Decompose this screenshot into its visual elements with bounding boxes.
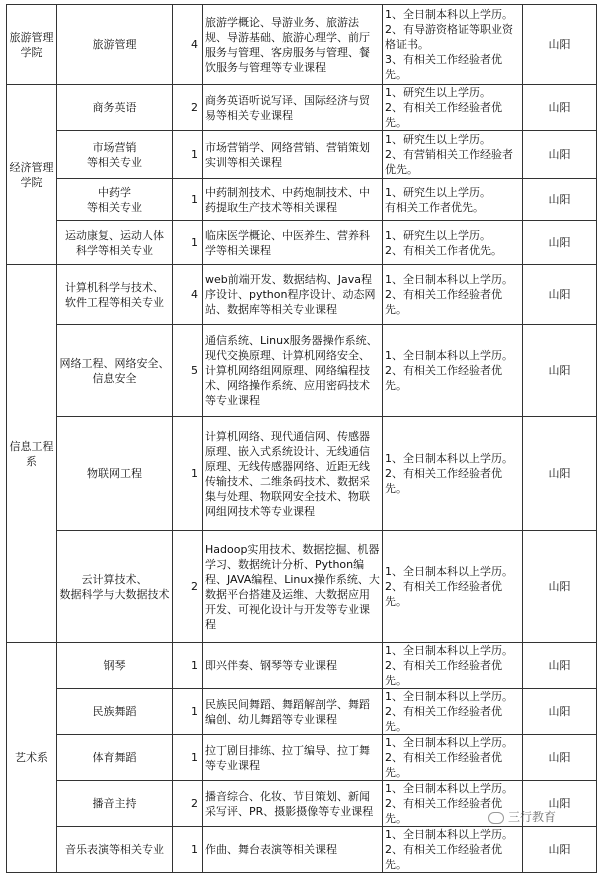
count-cell: 1	[173, 643, 203, 689]
college-cell: 艺术系	[7, 643, 57, 873]
table-row	[7, 265, 597, 325]
requirement-cell: 1、研究生以上学历。 有相关工作者优先。	[383, 179, 523, 221]
table-row	[7, 179, 597, 221]
location-cell: 山阳	[523, 325, 597, 417]
requirement-cell: 1、全日制本科以上学历。 2、有相关工作经验者优先。	[383, 689, 523, 735]
location-cell: 山阳	[523, 265, 597, 325]
table-row	[7, 85, 597, 131]
table-row	[7, 735, 597, 781]
count-cell: 4	[173, 265, 203, 325]
count-cell: 1	[173, 131, 203, 179]
requirement-cell: 1、全日制本科以上学历。 2、有相关工作经验者优先。	[383, 265, 523, 325]
requirement-cell: 1、全日制本科以上学历。 2、有相关工作经验者优先。	[383, 781, 523, 827]
course-cell: 临床医学概论、中医养生、营养科学等相关课程	[203, 221, 383, 265]
requirement-cell: 1、全日制本科以上学历。 2、有相关工作经验者优先。	[383, 325, 523, 417]
major-cell: 云计算技术、 数据科学与大数据技术	[57, 531, 173, 643]
course-cell: 商务英语听说写译、国际经济与贸易等相关专业课程	[203, 85, 383, 131]
count-cell: 4	[173, 5, 203, 85]
course-cell: 通信系统、Linux服务器操作系统、现代交换原理、计算机网络安全、计算机网络组网原理、网络编程技术、网络操作系统、应用密码技术等专业课程	[203, 325, 383, 417]
major-cell: 中药学 等相关专业	[57, 179, 173, 221]
location-cell: 山阳	[523, 131, 597, 179]
course-cell: 播音综合、化妆、节目策划、新闻采写评、PR、摄影摄像等专业课程	[203, 781, 383, 827]
count-cell: 1	[173, 827, 203, 873]
course-cell: 计算机网络、现代通信网、传感器原理、嵌入式系统设计、无线通信原理、无线传感器网络、近距无线传输技术、二维条码技术、数据采集与处理、物联网安全技术、物联网组网技术等专业课程	[203, 417, 383, 531]
location-cell: 山阳	[523, 643, 597, 689]
major-cell: 旅游管理	[57, 5, 173, 85]
location-cell: 山阳	[523, 85, 597, 131]
major-cell: 体育舞蹈	[57, 735, 173, 781]
course-cell: 中药制剂技术、中药炮制技术、中药提取生产技术等相关课程	[203, 179, 383, 221]
course-cell: 即兴伴奏、钢琴等专业课程	[203, 643, 383, 689]
count-cell: 1	[173, 735, 203, 781]
recruitment-table	[6, 4, 597, 873]
location-cell: 山阳	[523, 781, 597, 827]
table-row	[7, 221, 597, 265]
major-cell: 运动康复、运动人体 科学等相关专业	[57, 221, 173, 265]
course-cell: 旅游学概论、导游业务、旅游法规、导游基础、旅游心理学、前厅服务与管理、客房服务与管理、餐饮服务与管理等专业课程	[203, 5, 383, 85]
count-cell: 1	[173, 417, 203, 531]
requirement-cell: 1、全日制本科以上学历。 2、有相关工作经验者优先。	[383, 417, 523, 531]
major-cell: 市场营销 等相关专业	[57, 131, 173, 179]
course-cell: web前端开发、数据结构、Java程序设计、python程序设计、动态网站、数据库等相关专业课程	[203, 265, 383, 325]
course-cell: Hadoop实用技术、数据挖掘、机器学习、数据统计分析、Python编程、JAVA编程、Linux操作系统、大数据平台搭建及运维、大数据应用开发、可视化设计与开发等专业课程	[203, 531, 383, 643]
table-row	[7, 643, 597, 689]
course-cell: 作曲、舞台表演等相关课程	[203, 827, 383, 873]
requirement-cell: 1、全日制本科以上学历。 2、有相关工作经验者优先。	[383, 643, 523, 689]
requirement-cell: 1、全日制本科以上学历。 2、有相关工作经验者优先。	[383, 735, 523, 781]
major-cell: 民族舞蹈	[57, 689, 173, 735]
count-cell: 2	[173, 531, 203, 643]
location-cell: 山阳	[523, 827, 597, 873]
wechat-icon	[488, 812, 504, 824]
count-cell: 1	[173, 689, 203, 735]
major-cell: 物联网工程	[57, 417, 173, 531]
location-cell: 山阳	[523, 417, 597, 531]
location-cell: 山阳	[523, 735, 597, 781]
table-row	[7, 131, 597, 179]
table-row	[7, 5, 597, 85]
location-cell: 山阳	[523, 5, 597, 85]
college-cell: 旅游管理 学院	[7, 5, 57, 85]
requirement-cell: 1、全日制本科以上学历。 2、有导游资格证等职业资格证书。 3、有相关工作经验者优先。	[383, 5, 523, 85]
course-cell: 民族民间舞蹈、舞蹈解剖学、舞蹈编创、幼儿舞蹈等专业课程	[203, 689, 383, 735]
major-cell: 网络工程、网络安全、 信息安全	[57, 325, 173, 417]
count-cell: 5	[173, 325, 203, 417]
requirement-cell: 1、全日制本科以上学历。 2、有相关工作经验者优先。	[383, 827, 523, 873]
requirement-cell: 1、研究生以上学历。 2、有营销相关工作经验者优先。	[383, 131, 523, 179]
table-row	[7, 417, 597, 531]
major-cell: 商务英语	[57, 85, 173, 131]
table-row	[7, 689, 597, 735]
count-cell: 1	[173, 179, 203, 221]
major-cell: 播音主持	[57, 781, 173, 827]
table-row	[7, 531, 597, 643]
requirement-cell: 1、全日制本科以上学历。 2、有相关工作经验者优先。	[383, 531, 523, 643]
college-cell: 信息工程 系	[7, 265, 57, 643]
table-row	[7, 827, 597, 873]
watermark-text: 三行教育	[508, 810, 557, 824]
count-cell: 2	[173, 85, 203, 131]
major-cell: 钢琴	[57, 643, 173, 689]
college-cell: 经济管理 学院	[7, 85, 57, 265]
count-cell: 1	[173, 221, 203, 265]
requirement-cell: 1、研究生以上学历。 2、有相关工作者优先。	[383, 221, 523, 265]
table-row	[7, 325, 597, 417]
course-cell: 拉丁剧目排练、拉丁编导、拉丁舞等专业课程	[203, 735, 383, 781]
location-cell: 山阳	[523, 179, 597, 221]
course-cell: 市场营销学、网络营销、营销策划实训等相关课程	[203, 131, 383, 179]
major-cell: 音乐表演等相关专业	[57, 827, 173, 873]
watermark	[488, 808, 556, 825]
count-cell: 2	[173, 781, 203, 827]
location-cell: 山阳	[523, 531, 597, 643]
major-cell: 计算机科学与技术、 软件工程等相关专业	[57, 265, 173, 325]
location-cell: 山阳	[523, 221, 597, 265]
location-cell: 山阳	[523, 689, 597, 735]
requirement-cell: 1、研究生以上学历。 2、有相关工作经验者优先。	[383, 85, 523, 131]
